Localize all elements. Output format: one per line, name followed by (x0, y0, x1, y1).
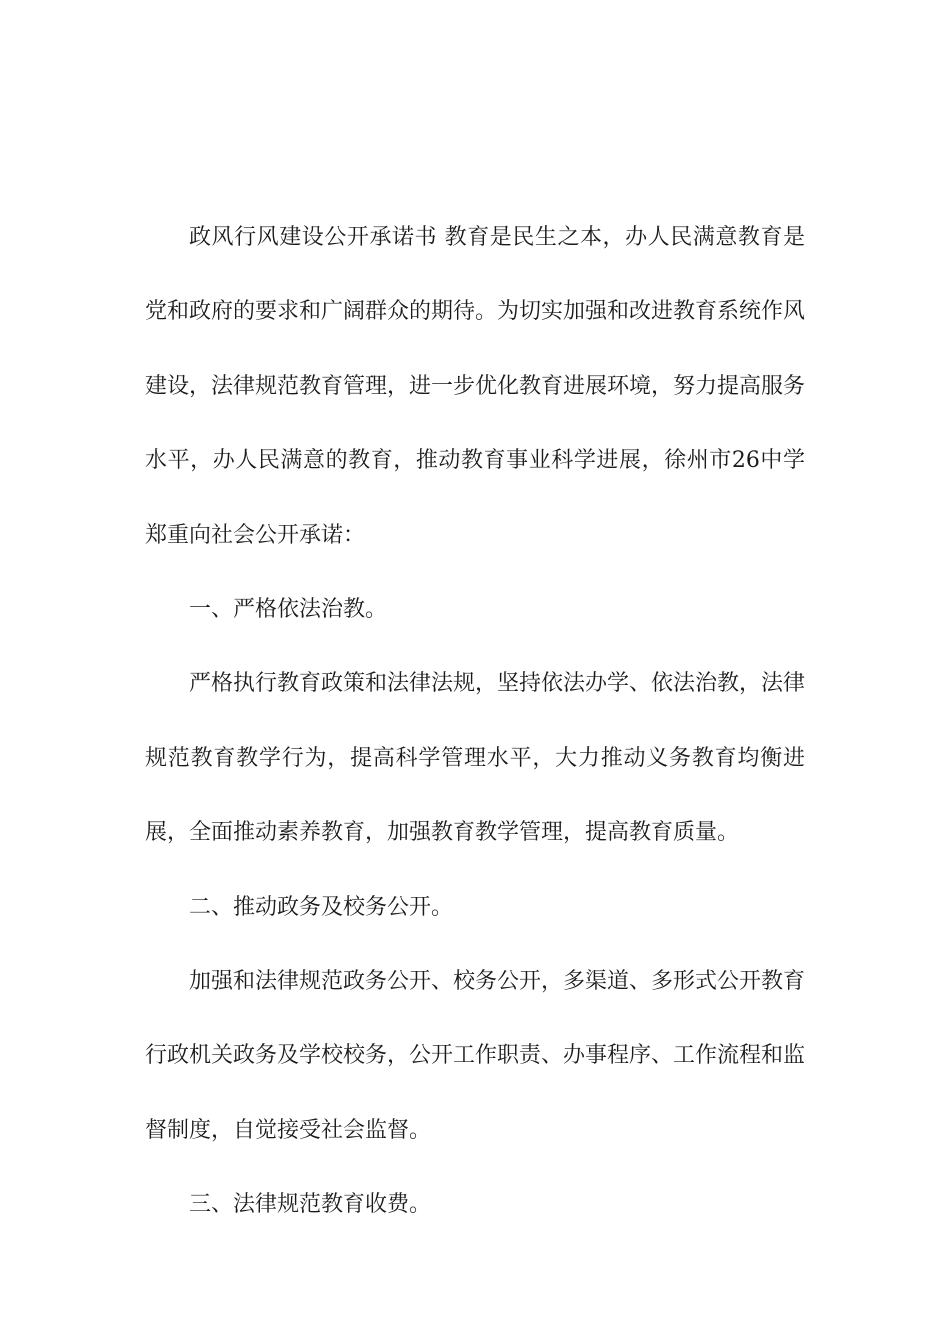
document-body (145, 201, 805, 1243)
section-heading-2: 二、推动政务及校务公开。 (189, 894, 454, 920)
section-heading-3: 三、法律规范教育收费。 (189, 1192, 432, 1218)
section-heading-1: 一、严格依法治教。 (189, 597, 388, 623)
paragraph-intro: 政风行风建设公开承诺书 教育是民生之本，办人民满意教育是党和政府的要求和广阔群众的期待。为切实加强和改进教育系统作风建设，法律规范教育管理，进一步优化教育进展环境，努力提高服务水平，办人民满意的教育，推动教育事业科学进展，徐州市26中学郑重向社会公开承诺： (145, 225, 806, 548)
paragraph-section-1: 严格执行教育政策和法律法规，坚持依法办学、依法治教，法律规范教育教学行为，提高科学管理水平，大力推动义务教育均衡进展，全面推动素养教育，加强教育教学管理，提高教育质量。 (145, 671, 806, 846)
paragraph-section-2: 加强和法律规范政务公开、校务公开，多渠道、多形式公开教育行政机关政务及学校校务，公开工作职责、办事程序、工作流程和监督制度，自觉接受社会监督。 (145, 969, 806, 1143)
